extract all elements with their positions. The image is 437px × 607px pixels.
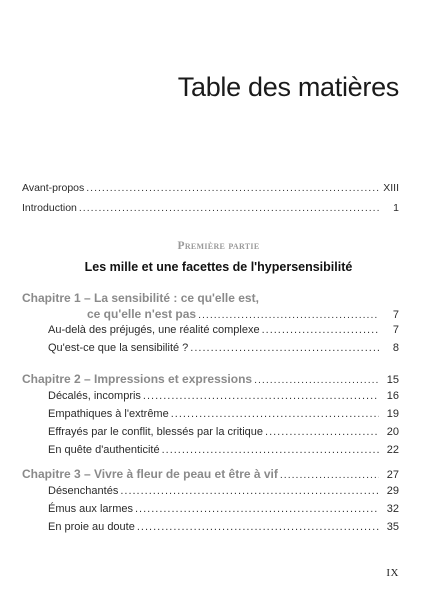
toc-section-label: Au-delà des préjugés, une réalité complexe	[48, 324, 260, 336]
dot-leader	[190, 342, 379, 354]
chapter-heading-line1: Chapitre 3 – Vivre à fleur de peau et être à vif	[22, 467, 278, 481]
dot-leader	[280, 469, 379, 481]
dot-leader	[86, 182, 379, 194]
toc-section[interactable]	[48, 408, 399, 420]
chapter-heading-line1: Chapitre 2 – Impressions et expressions	[22, 372, 253, 386]
toc-entry-avant-propos[interactable]	[22, 182, 399, 194]
part-label: Première partie	[177, 240, 260, 252]
dot-leader	[135, 503, 379, 515]
toc-section-page: 22	[386, 444, 399, 456]
toc-section[interactable]	[48, 342, 399, 354]
toc-section-label: Décalés, incompris	[48, 390, 141, 402]
toc-section-label: En proie au doute	[48, 521, 135, 533]
toc-section-page: 8	[392, 342, 399, 354]
toc-section-page: 7	[392, 324, 399, 336]
toc-section[interactable]	[48, 390, 399, 402]
toc-section[interactable]	[48, 426, 399, 438]
chapter-3-heading[interactable]	[22, 467, 399, 481]
toc-section-label: Effrayés par le conflit, blessés par la critique	[48, 426, 264, 438]
dot-leader	[79, 202, 379, 214]
chapter-page: 27	[386, 469, 399, 481]
page-folio: IX	[386, 567, 399, 579]
dot-leader	[120, 485, 379, 497]
toc-section-label: Empathiques à l'extrême	[48, 408, 169, 420]
toc-section-label: Émus aux larmes	[48, 503, 133, 515]
chapter-heading-line2: ce qu'elle n'est pas	[87, 307, 197, 321]
toc-section[interactable]	[48, 485, 399, 497]
chapter-page: 7	[392, 309, 399, 321]
toc-section[interactable]	[48, 444, 399, 456]
toc-section-label: Qu'est-ce que la sensibilité ?	[48, 342, 189, 354]
toc-entry-label: Avant-propos	[22, 182, 85, 194]
toc-section[interactable]	[48, 503, 399, 515]
toc-entry-introduction[interactable]	[22, 202, 399, 214]
chapter-page: 15	[386, 374, 399, 386]
toc-section-page: 29	[386, 485, 399, 497]
toc-section-page: 35	[386, 521, 399, 533]
toc-section-page: 19	[386, 408, 399, 420]
toc-entry-page: 1	[393, 202, 399, 214]
toc-section-page: 20	[386, 426, 399, 438]
dot-leader	[162, 444, 379, 456]
dot-leader	[143, 390, 379, 402]
toc-entry-page: XIII	[383, 182, 399, 194]
toc-entry-label: Introduction	[22, 202, 77, 214]
dot-leader	[171, 408, 379, 420]
toc-section-label: En quête d'authenticité	[48, 444, 160, 456]
toc-section-label: Désenchantés	[48, 485, 119, 497]
chapter-2-heading[interactable]	[22, 372, 399, 386]
dot-leader	[262, 324, 379, 336]
toc-section[interactable]	[48, 521, 399, 533]
part-title: Les mille et une facettes de l'hypersensibilité	[84, 260, 353, 274]
dot-leader	[254, 374, 379, 386]
chapter-1-heading[interactable]	[87, 307, 399, 321]
toc-section-page: 16	[386, 390, 399, 402]
page-title: Table des matières	[177, 72, 399, 102]
chapter-1-heading-line1[interactable]: Chapitre 1 – La sensibilité : ce qu'elle est,	[22, 291, 259, 305]
toc-section[interactable]	[48, 324, 399, 336]
toc-section-page: 32	[386, 503, 399, 515]
dot-leader	[137, 521, 379, 533]
dot-leader	[265, 426, 379, 438]
dot-leader	[198, 309, 379, 321]
